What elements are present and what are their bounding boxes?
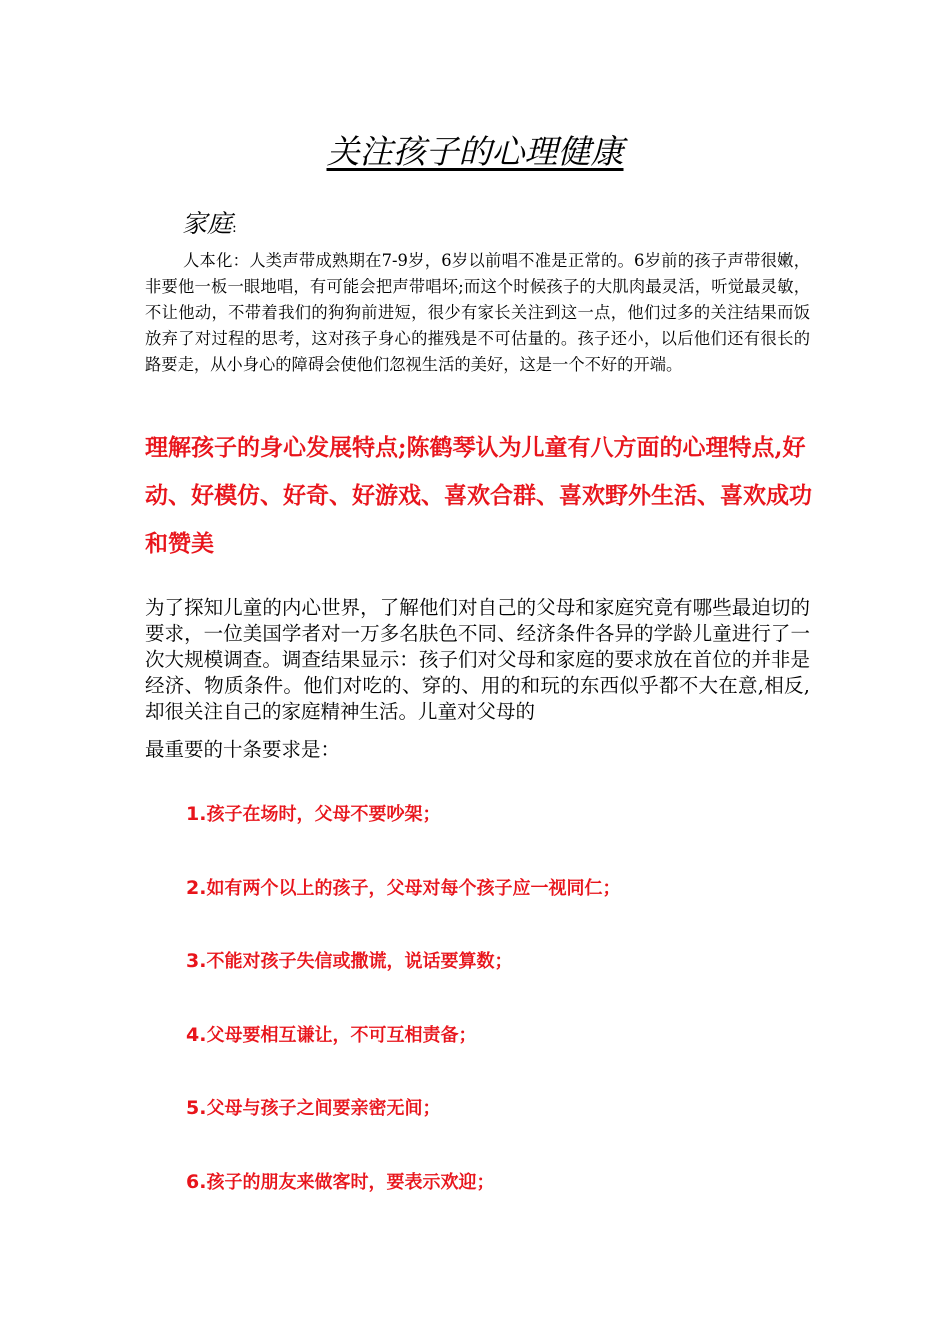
survey-paragraph — [145, 595, 810, 763]
red-highlight-heading: 理解孩子的身心发展特点;陈鹤琴认为儿童有八方面的心理特点,好动、好模仿、好奇、好游戏、喜欢合群、喜欢野外生活、喜欢成功和赞美 — [145, 434, 812, 557]
list-item-number: 1. — [186, 803, 207, 825]
section-heading-colon: : — [232, 220, 237, 236]
list-item — [186, 942, 826, 1016]
survey-paragraph-last-line: 最重要的十条要求是： — [145, 738, 341, 761]
requirements-list — [186, 795, 826, 1236]
list-item — [186, 869, 826, 943]
list-item-number: 6. — [186, 1170, 207, 1193]
list-item-number: 3. — [186, 950, 207, 972]
list-item — [186, 795, 826, 869]
list-item-text: 孩子的朋友来做客时，要表示欢迎； — [206, 1171, 495, 1193]
list-item-text: 如有两个以上的孩子，父母对每个孩子应一视同仁； — [206, 877, 621, 899]
list-item-text: 孩子在场时，父母不要吵架； — [206, 804, 441, 825]
list-item-text: 不能对孩子失信或撒谎，说话要算数； — [206, 951, 513, 972]
list-item-number: 5. — [186, 1097, 207, 1119]
section-heading-text: 家庭 — [182, 209, 233, 238]
list-item-text: 父母与孩子之间要亲密无间； — [206, 1098, 441, 1119]
list-item-number: 2. — [186, 876, 207, 899]
list-item — [186, 1016, 826, 1090]
list-item — [186, 1163, 826, 1237]
intro-paragraph: 人本化：人类声带成熟期在7-9岁，6岁以前唱不准是正常的。6岁前的孩子声带很嫩，非要他一板一眼地唱，有可能会把声带唱坏;而这个时候孩子的大肌肉最灵活，听觉最灵敏，不让他动，不带着我们的狗狗前进短，很少有家长关注到这一点，他们过多的关注结果而饭放弃了对过程的思考，这对孩子身心的摧残是不可估量的。孩子还小，以后他们还有很长的路要走，从小身心的障碍会使他们忽视生活的美好，这是一个不好的开端。 — [145, 251, 810, 374]
list-item — [186, 1089, 826, 1163]
list-item-text: 父母要相互谦让，不可互相责备； — [206, 1024, 477, 1046]
list-item-number: 4. — [186, 1023, 207, 1046]
section-heading — [182, 205, 237, 247]
survey-paragraph-body: 为了探知儿童的内心世界，了解他们对自己的父母和家庭究竟有哪些最迫切的要求，一位美国学者对一万多名肤色不同、经济条件各异的学龄儿童进行了一次大规模调查。调查结果显示：孩子们对父母和家庭的要求放在首位的并非是经济、物质条件。他们对吃的、穿的、用的和玩的东西似乎都不大在意,相反,却很关注自己的家庭精神生活。儿童对父母的 — [145, 596, 810, 723]
document-title: 关注孩子的心理健康 — [326, 132, 624, 171]
